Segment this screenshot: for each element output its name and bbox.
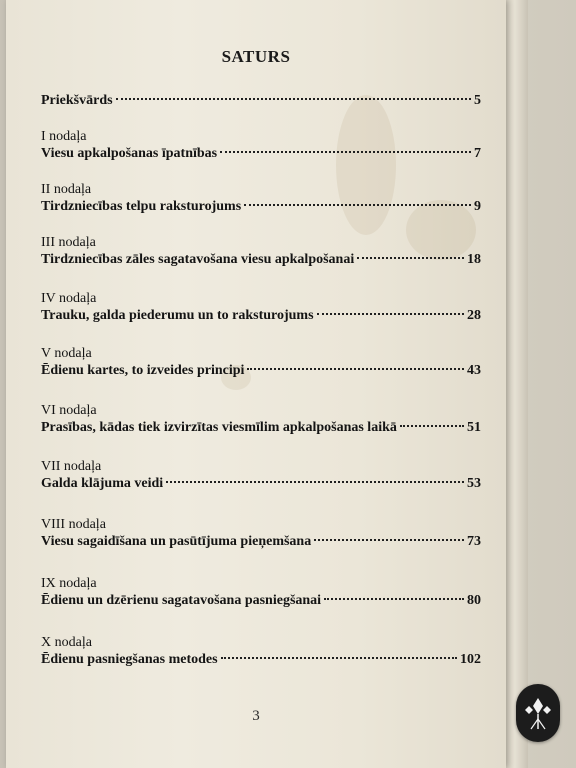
diamond-logo-icon[interactable]: [516, 684, 560, 742]
entry-title: Priekšvārds: [41, 93, 113, 108]
leader-dots: [166, 481, 464, 483]
chapter-label: X nodaļa: [41, 635, 92, 650]
entry-page: 43: [467, 363, 481, 378]
entry-page: 53: [467, 476, 481, 491]
chapter-label: III nodaļa: [41, 235, 96, 250]
toc-entry[interactable]: [41, 458, 481, 493]
toc-entry[interactable]: [41, 634, 481, 669]
leader-dots: [221, 657, 457, 659]
entry-title: Viesu apkalpošanas īpatnības: [41, 146, 218, 161]
entry-page: 9: [474, 199, 481, 214]
entry-title: Ēdienu un dzērienu sagatavošana pasniegšanai: [41, 593, 322, 608]
chapter-label: V nodaļa: [41, 346, 92, 361]
page-number: 3: [252, 708, 260, 724]
toc-entry[interactable]: [41, 290, 481, 325]
entry-title: Prasības, kādas tiek izvirzītas viesmīlim apkalpošanas laikā: [41, 420, 397, 435]
page-title: SATURS: [221, 47, 291, 66]
toc-entry[interactable]: [41, 234, 481, 269]
chapter-label: IX nodaļa: [41, 576, 97, 591]
toc-entry[interactable]: [41, 575, 481, 610]
entry-page: 7: [474, 146, 481, 161]
toc-entry[interactable]: [41, 128, 481, 163]
entry-page: 80: [467, 593, 481, 608]
toc-entry[interactable]: [41, 92, 481, 110]
toc-entry[interactable]: [41, 516, 481, 551]
leader-dots: [324, 598, 464, 600]
leader-dots: [244, 204, 471, 206]
toc-entry[interactable]: [41, 345, 481, 380]
entry-page: 18: [467, 252, 481, 267]
leader-dots: [317, 313, 464, 315]
diamond-logo-icon: [516, 684, 560, 742]
chapter-label: II nodaļa: [41, 182, 92, 197]
entry-page: 28: [467, 308, 481, 323]
entry-page: 5: [474, 93, 481, 108]
leader-dots: [357, 257, 464, 259]
chapter-label: VI nodaļa: [41, 403, 97, 418]
chapter-label: I nodaļa: [41, 129, 87, 144]
toc-entry[interactable]: [41, 181, 481, 216]
chapter-label: VII nodaļa: [41, 459, 102, 474]
entry-page: 102: [460, 652, 481, 667]
chapter-label: IV nodaļa: [41, 291, 97, 306]
leader-dots: [400, 425, 464, 427]
toc-list: [6, 0, 506, 768]
leader-dots: [314, 539, 464, 541]
entry-page: 51: [467, 420, 481, 435]
leader-dots: [220, 151, 471, 153]
page-edge: [506, 0, 528, 768]
entry-page: 73: [467, 534, 481, 549]
entry-title: Trauku, galda piederumu un to raksturojums: [41, 308, 314, 323]
toc-entry[interactable]: [41, 402, 481, 437]
entry-title: Tirdzniecības telpu raksturojums: [41, 199, 242, 214]
leader-dots: [247, 368, 464, 370]
leader-dots: [116, 98, 471, 100]
chapter-label: VIII nodaļa: [41, 517, 106, 532]
entry-title: Ēdienu pasniegšanas metodes: [41, 652, 218, 667]
entry-title: Ēdienu kartes, to izveides principi: [41, 363, 245, 378]
entry-title: Tirdzniecības zāles sagatavošana viesu apkalpošanai: [41, 252, 355, 267]
entry-title: Galda klājuma veidi: [41, 476, 164, 491]
entry-title: Viesu sagaidīšana un pasūtījuma pieņemšana: [41, 534, 312, 549]
book-page: [6, 0, 506, 768]
